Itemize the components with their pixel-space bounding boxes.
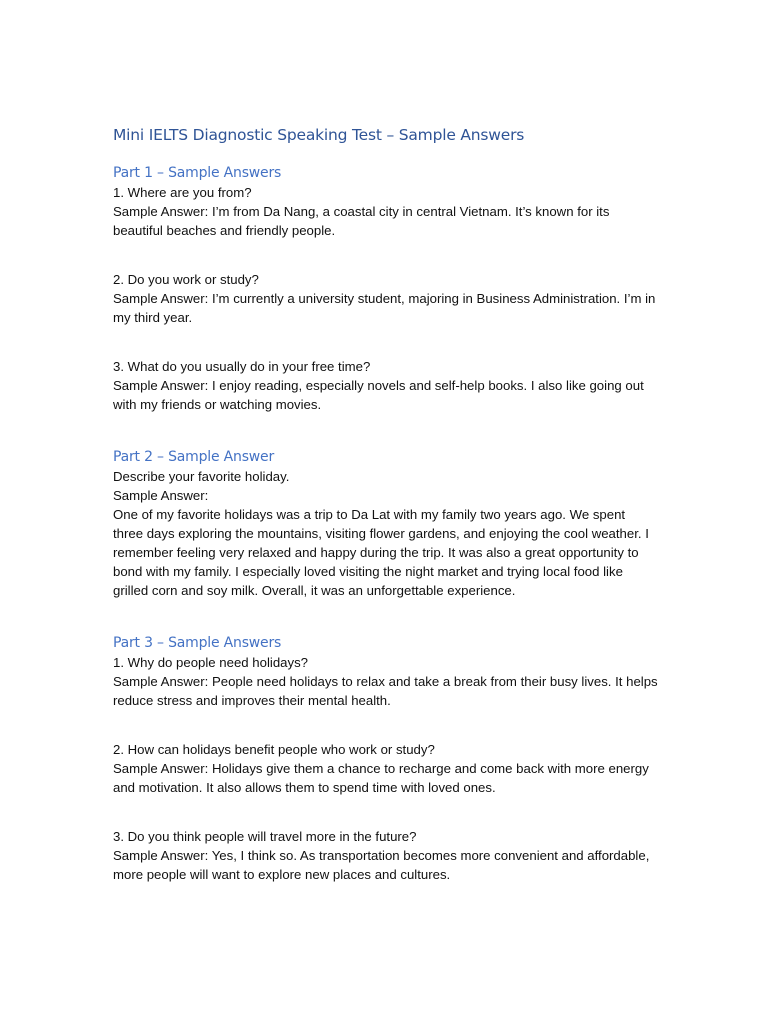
part-3-heading: Part 3 – Sample Answers: [113, 635, 282, 651]
answer-label: Sample Answer:: [113, 488, 209, 503]
answer-text: Sample Answer: Yes, I think so. As transportation becomes more convenient and affordable, more people will want to explore new places and cultures.: [113, 848, 650, 882]
answer-text: Sample Answer: I’m currently a university student, majoring in Business Administration. I’m in my third year.: [113, 291, 656, 325]
answer-text: One of my favorite holidays was a trip to Da Lat with my family two years ago. We spent three days exploring the mountains, visiting flower gardens, and enjoying the cool weather. I remember feeling very relaxed and happy during the trip. It was also a great opportunity to bond with my family. I especially loved visiting the night market and trying local food like grilled corn and soy milk. Overall, it was an unforgettable experience.: [113, 507, 649, 598]
question-text: 2. Do you work or study?: [113, 272, 259, 287]
answer-text: Sample Answer: Holidays give them a chance to recharge and come back with more energy and motivation. It also allows them to spend time with loved ones.: [113, 761, 649, 795]
part-2-section: [113, 447, 658, 600]
part-1-question-1: [113, 183, 658, 240]
answer-text: Sample Answer: I’m from Da Nang, a coastal city in central Vietnam. It’s known for its beautiful beaches and friendly people.: [113, 204, 610, 238]
part-2-cue-card: [113, 467, 658, 600]
question-text: 2. How can holidays benefit people who work or study?: [113, 742, 435, 757]
part-1-heading: Part 1 – Sample Answers: [113, 165, 282, 181]
answer-text: Sample Answer: People need holidays to relax and take a break from their busy lives. It helps reduce stress and improves their mental health.: [113, 674, 658, 708]
part-1-question-2: [113, 270, 658, 327]
part-2-heading: Part 2 – Sample Answer: [113, 449, 275, 465]
question-text: 3. What do you usually do in your free time?: [113, 359, 371, 374]
document-page: [113, 124, 658, 914]
part-1-question-3: [113, 357, 658, 414]
cue-card-prompt: Describe your favorite holiday.: [113, 469, 290, 484]
part-3-question-1: [113, 653, 658, 710]
part-3-section: [113, 633, 658, 884]
question-text: 3. Do you think people will travel more in the future?: [113, 829, 417, 844]
answer-text: Sample Answer: I enjoy reading, especially novels and self-help books. I also like going out with my friends or watching movies.: [113, 378, 644, 412]
question-text: 1. Why do people need holidays?: [113, 655, 309, 670]
question-text: 1. Where are you from?: [113, 185, 252, 200]
part-3-question-3: [113, 827, 658, 884]
part-3-question-2: [113, 740, 658, 797]
part-1-section: [113, 163, 658, 414]
document-title: Mini IELTS Diagnostic Speaking Test – Sample Answers: [113, 126, 525, 144]
